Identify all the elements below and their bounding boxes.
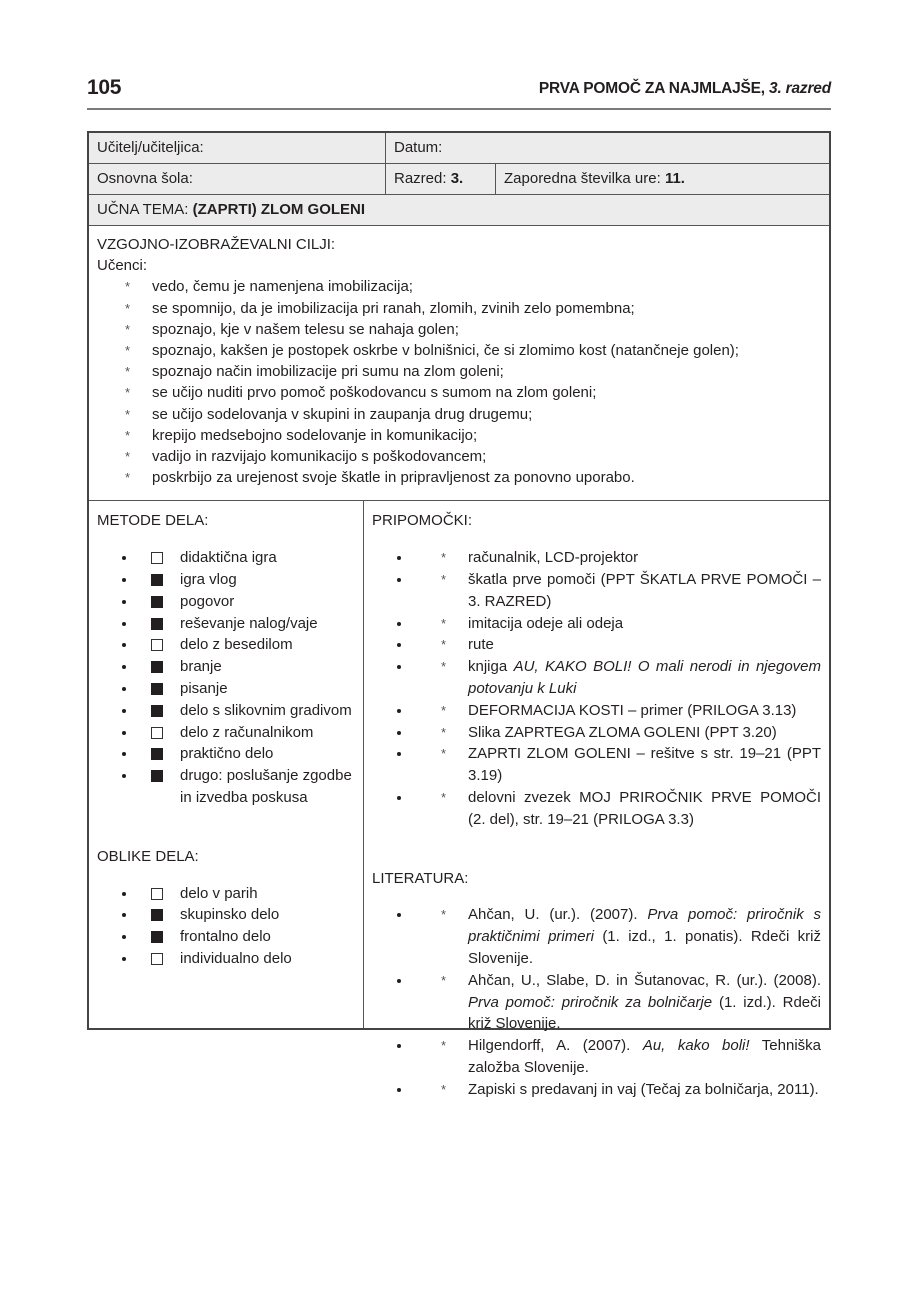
aid-item: [412, 743, 821, 787]
literature-item-text: (1. izd., 1. ponatis). Rdeči križ Slovenije.: [468, 928, 821, 967]
bullet-star-icon: *: [125, 321, 131, 337]
bullet-star-icon: • *: [441, 790, 447, 805]
checklist-item: [137, 634, 355, 656]
goals-list: [97, 276, 821, 488]
checklist-label: reševanje nalog/vaje: [180, 614, 318, 632]
goals-heading: VZGOJNO-IZOBRAŽEVALNI CILJI:: [97, 236, 336, 253]
literature-item-text: Tehniška založba Slovenije.: [468, 1037, 821, 1076]
aid-item-text: delovni zvezek MOJ PRIROČNIK PRVE POMOČI (2. del), str. 19–21 (PRILOGA 3.3): [468, 789, 821, 828]
aid-item-text: rute: [468, 636, 494, 654]
literature-item-text: Hilgendorff, A. (2007).: [468, 1037, 643, 1055]
checklist-label: pisanje: [180, 680, 228, 698]
literature-item-text: Zapiski s predavanj in vaj (Tečaj za bolničarja, 2011).: [468, 1080, 819, 1098]
goal-item: [97, 446, 821, 467]
goals-subheading: Učenci:: [97, 257, 148, 275]
goal-text: spoznajo, kakšen je postopek oskrbe v bolnišnici, če si zlomimo kost (natančneje golen);: [152, 342, 739, 360]
goal-text: se učijo sodelovanja v skupini in zaupanja drug drugemu;: [152, 405, 533, 423]
teacher-date-row: [89, 133, 829, 164]
aid-item: [412, 656, 821, 700]
literature-item-text: (1. izd.). Rdeči križ Slovenije.: [468, 993, 821, 1033]
bullet-star-icon: • *: [441, 1038, 447, 1054]
checklist-item: [137, 613, 355, 635]
methods-heading: METODE DELA:: [97, 512, 209, 530]
literature-list: [372, 904, 821, 1100]
checklist-item: [137, 678, 355, 700]
goal-text: vadijo in razvijajo komunikacijo s poškodovancem;: [152, 448, 487, 466]
aid-item: [412, 722, 821, 744]
goal-item: [97, 319, 821, 340]
literature-item-title: Prva pomoč: priročnik s praktičnimi primeri: [468, 906, 822, 946]
checklist-label: praktično delo: [180, 745, 274, 763]
lesson-plan-form: [87, 131, 831, 1098]
topic-field: UČNA TEMA: (ZAPRTI) ZLOM GOLENI: [97, 201, 366, 218]
checklist-item: [137, 904, 355, 926]
bullet-star-icon: *: [125, 427, 131, 443]
checklist-label: delo z besedilom: [180, 636, 293, 654]
checklist-label: skupinsko delo: [180, 906, 280, 924]
checklist-item: [137, 948, 355, 970]
goal-item: [97, 298, 821, 319]
page-number: 105: [87, 76, 122, 99]
checkbox-checked-icon[interactable]: [151, 931, 163, 943]
checklist-item: [137, 547, 355, 569]
literature-heading: LITERATURA:: [372, 869, 469, 887]
bullet-star-icon: • *: [441, 550, 447, 566]
goal-text: vedo, čemu je namenjena imobilizacija;: [152, 278, 413, 296]
literature-item-text: Ahčan, U. (ur.). (2007).: [468, 906, 648, 924]
forms-checklist: [97, 883, 355, 970]
date-field[interactable]: Datum:: [394, 139, 443, 156]
bullet-star-icon: *: [125, 279, 131, 295]
bullet-star-icon: • *: [441, 1081, 447, 1097]
forms-heading: OBLIKE DELA:: [97, 847, 199, 865]
aid-item: [412, 547, 821, 569]
checklist-label: drugo: poslušanje zgodbe in izvedba poskusa: [180, 767, 352, 806]
goal-text: spoznajo način imobilizacije pri sumu na zlom goleni;: [152, 363, 504, 381]
checklist-label: frontalno delo: [180, 928, 271, 946]
checklist-item: [137, 591, 355, 613]
aids-list: [372, 547, 821, 830]
checkbox-unchecked-icon[interactable]: [151, 552, 163, 564]
literature-item: [412, 1079, 821, 1101]
methods-column: [89, 501, 364, 1028]
literature-item: [412, 970, 821, 1035]
bullet-star-icon: *: [125, 449, 131, 465]
checklist-label: delo s slikovnim gradivom: [180, 701, 352, 719]
checkbox-checked-icon[interactable]: [151, 596, 163, 608]
checkbox-checked-icon[interactable]: [151, 574, 163, 586]
school-field[interactable]: Osnovna šola:: [89, 164, 386, 194]
goal-item: [97, 276, 821, 297]
checklist-label: didaktična igra: [180, 549, 277, 567]
bullet-star-icon: • *: [441, 572, 447, 588]
goal-text: spoznajo, kje v našem telesu se nahaja golen;: [152, 320, 459, 338]
checklist-item: [137, 883, 355, 905]
teacher-field[interactable]: Učitelj/učiteljica:: [89, 133, 386, 163]
checkbox-checked-icon[interactable]: [151, 683, 163, 695]
checklist-label: igra vlog: [180, 571, 237, 589]
goal-item: [97, 382, 821, 403]
checkbox-checked-icon[interactable]: [151, 705, 163, 717]
aid-item: [412, 787, 821, 831]
bullet-star-icon: • *: [441, 615, 447, 631]
aid-item: [412, 569, 821, 613]
literature-item: [412, 1035, 821, 1079]
aid-item-text: računalnik, LCD-projektor: [468, 549, 639, 567]
bullet-star-icon: • *: [441, 637, 447, 653]
checklist-item: [137, 700, 355, 722]
bullet-star-icon: *: [125, 385, 131, 401]
aid-item-text: knjiga: [468, 658, 514, 676]
bullet-star-icon: *: [125, 300, 131, 316]
aid-item-title: AU, KAKO BOLI! O mali nerodi in njegovem potovanju k Luki: [468, 658, 821, 698]
checkbox-unchecked-icon[interactable]: [151, 727, 163, 739]
checkbox-checked-icon[interactable]: [151, 661, 163, 673]
aids-column: [364, 501, 829, 1098]
checkbox-unchecked-icon[interactable]: [151, 953, 163, 965]
checklist-label: pogovor: [180, 592, 235, 610]
aid-item-text: DEFORMACIJA KOSTI – primer (PRILOGA 3.13): [468, 701, 797, 719]
bullet-star-icon: • *: [441, 746, 447, 762]
checklist-item: [137, 722, 355, 744]
bullet-star-icon: • *: [441, 724, 447, 740]
checkbox-checked-icon[interactable]: [151, 770, 163, 782]
lesson-number-field: Zaporedna številka ure: 11.: [504, 170, 685, 187]
checklist-label: delo v parih: [180, 884, 258, 902]
literature-item-title: Prva pomoč: priročnik za bolničarje: [468, 993, 713, 1011]
goal-text: se spomnijo, da je imobilizacija pri ranah, zlomih, zvinih zelo pomembna;: [152, 299, 635, 317]
checkbox-checked-icon[interactable]: [151, 618, 163, 630]
checklist-item: [137, 926, 355, 948]
bullet-star-icon: • *: [441, 702, 447, 718]
goal-text: krepijo medsebojno sodelovanje in komunikacijo;: [152, 426, 478, 444]
learning-goals-section: [89, 226, 829, 501]
goal-item: [97, 361, 821, 382]
aid-item: [412, 613, 821, 635]
bullet-star-icon: • *: [441, 659, 447, 675]
bullet-star-icon: • *: [441, 907, 447, 923]
bullet-star-icon: *: [125, 364, 131, 380]
checkbox-unchecked-icon[interactable]: [151, 639, 163, 651]
aid-item-text: Slika ZAPRTEGA ZLOMA GOLENI (PPT 3.20): [468, 723, 777, 741]
goal-item: [97, 467, 821, 488]
running-title: PRVA POMOČ ZA NAJMLAJŠE, 3. razred: [538, 80, 831, 97]
literature-item-text: Ahčan, U., Slabe, D. in Šutanovac, R. (ur.). (2008).: [468, 971, 821, 989]
checkbox-checked-icon[interactable]: [151, 909, 163, 921]
aid-item-text: ZAPRTI ZLOM GOLENI – rešitve s str. 19–21 (PPT 3.19): [468, 745, 821, 785]
bullet-star-icon: • *: [441, 972, 447, 988]
checklist-item: [137, 656, 355, 678]
aid-item: [412, 634, 821, 656]
checklist-label: individualno delo: [180, 949, 292, 967]
methods-checklist: [97, 547, 355, 809]
goal-item: [97, 340, 821, 361]
topic-row: [89, 195, 829, 226]
checklist-item: [137, 765, 355, 809]
aid-item-text: imitacija odeje ali odeja: [468, 614, 624, 632]
aid-item: [412, 700, 821, 722]
methods-aids-section: [89, 501, 829, 1098]
checklist-item: [137, 569, 355, 591]
aids-heading: PRIPOMOČKI:: [372, 512, 473, 530]
literature-item-title: Au, kako boli!: [642, 1037, 750, 1055]
bullet-star-icon: *: [125, 406, 131, 422]
page-header: [87, 74, 831, 110]
goal-item: [97, 404, 821, 425]
bullet-star-icon: *: [125, 470, 131, 486]
checklist-label: branje: [180, 658, 222, 676]
checkbox-unchecked-icon[interactable]: [151, 888, 163, 900]
aid-item-text: škatla prve pomoči (PPT ŠKATLA PRVE POMOČI – 3. RAZRED): [468, 571, 821, 610]
grade-field: Razred: 3.: [386, 164, 496, 194]
checklist-item: [137, 743, 355, 765]
goal-text: poskrbijo za urejenost svoje škatle in pripravljenost za ponovno uporabo.: [152, 469, 635, 487]
checklist-label: delo z računalnikom: [180, 723, 314, 741]
literature-item: [412, 904, 821, 969]
goal-text: se učijo nuditi prvo pomoč poškodovancu s sumom na zlom goleni;: [152, 384, 597, 402]
checkbox-checked-icon[interactable]: [151, 748, 163, 760]
goal-item: [97, 425, 821, 446]
bullet-star-icon: *: [125, 343, 131, 359]
school-grade-row: [89, 164, 829, 195]
